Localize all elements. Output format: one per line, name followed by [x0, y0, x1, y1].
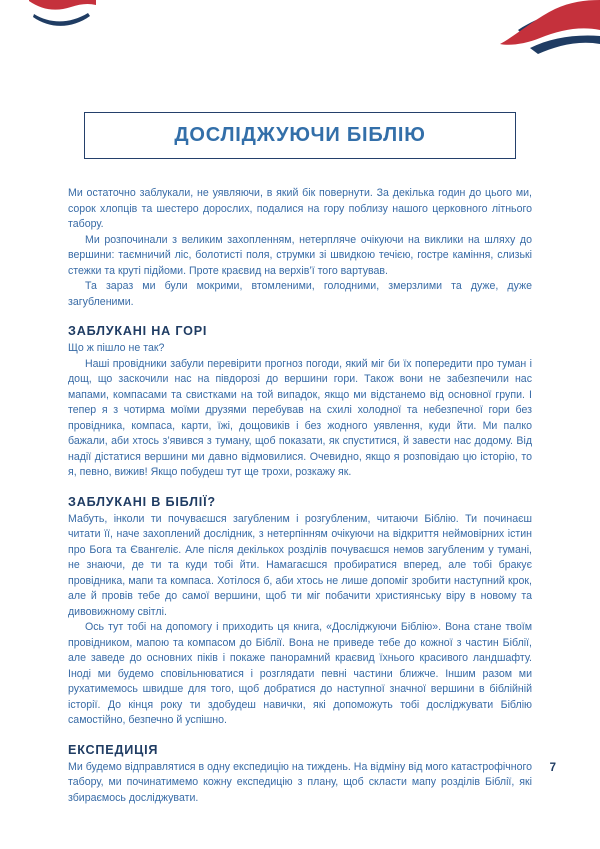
lost-on-mountain-paragraph-1: Наші провідники забули перевірити прогноз погоди, який міг би їх попередити про туман і дощ, що заскочили нас на півдорозі до вершини гори. Також вони не забезпечили нас мапами, компасами та свистками на той випадок, якщо ми відстанемо від основної групи. І тепер я з чотирма моїми друзями перебував на схилі холодної та небезпечної гори без провідника, компаса, карти, їжі, дощовиків і без жодного уявлення, куди йти. Ми палко бажали, аби хтось з’явився з туману, щоб показати, як спуститися, й завести нас додому. Від надії дістатися вершини ми давно відмовилися. Очевидно, якщо я розповідаю цю історію, то я, певно, вижив! Якщо побудеш тут ще трохи, розкажу як. — [68, 357, 532, 478]
lost-in-bible-paragraph-1: Мабуть, інколи ти почуваєшся загубленим і розгубленим, читаючи Біблію. Ти починаєш читати її, наче захоплений дослідник, з нетерпінням очікуючи на відкриття неймовірних істин про Бога та Євангеліє. Але після декількох розділів почуваєшся немов загубленим у тумані, не знаючи, де ти та куди тобі йти. Намагаєшся пробиратися вперед, але тобі бракує провідника, мапи та компаса. Хотілося б, аби хтось не лише допоміг зробити наступний крок, але й провів тебе до самої вершини, щоб ти міг побачити християнську віру в новому та дивовижному світлі. — [68, 512, 532, 618]
intro-paragraph-2: Ми розпочинали з великим захопленням, нетерпляче очікуючи на виклики на шляху до вершини: таємничий ліс, болотисті поля, струмки зі швидкою течією, гостре каміння, слизькі стежки та круті підйоми. Проте краєвид на верхів’ї того вартував. — [68, 233, 532, 277]
lost-on-mountain-lead: Що ж пішло не так? — [68, 342, 165, 354]
wave-decoration-top-right-icon — [500, 0, 600, 60]
chapter-title: ДОСЛІДЖУЮЧИ БІБЛІЮ — [174, 124, 426, 146]
intro-paragraph-1: Ми остаточно заблукали, не уявляючи, в який бік повернути. За декілька годин до цього ми, сорок хлопців та шестеро дорослих, подалися на гору поблизу нашого церковного літнього табору. — [68, 187, 532, 230]
page-content — [68, 186, 532, 806]
lost-in-bible-paragraph-2: Ось тут тобі на допомогу і приходить ця книга, «Досліджуючи Біблію». Вона стане твоїм провідником, мапою та компасом до Біблії. Вона не приведе тебе до кожної з частин Біблії, але заведе до основних піків і покаже панорамний краєвид їхнього красивого ландшафту. Іноді ми будемо сповільнюватися і розглядати певні частини ближче. Іншим разом ми рухатимемось швидше для того, щоб добратися до наступної значної вершини в біблійній історії. До кінця року ти здобудеш навички, які допоможуть тобі досліджувати Біблію самостійно, безпечно й успішно. — [68, 621, 532, 726]
expedition-paragraph-1: Ми будемо відправлятися в одну експедицію на тиждень. На відміну від мого катастрофічного табору, ми починатимемо кожну експедицію з плану, щоб скласти мапу розділів Біблії, які збираємось досліджувати. — [68, 760, 532, 804]
chapter-title-box — [84, 112, 516, 159]
intro-paragraph-3: Та зараз ми були мокрими, втомленими, голодними, змерзлими та дуже, дуже загубленими. — [68, 280, 532, 308]
section-heading-expedition: ЕКСПЕДИЦІЯ — [68, 742, 159, 757]
section-heading-lost-in-bible: ЗАБЛУКАНІ В БІБЛІЇ? — [68, 494, 216, 509]
page-number: 7 — [549, 762, 556, 774]
wave-decoration-top-left-icon — [26, 0, 98, 30]
section-heading-lost-on-mountain: ЗАБЛУКАНІ НА ГОРІ — [68, 324, 208, 338]
